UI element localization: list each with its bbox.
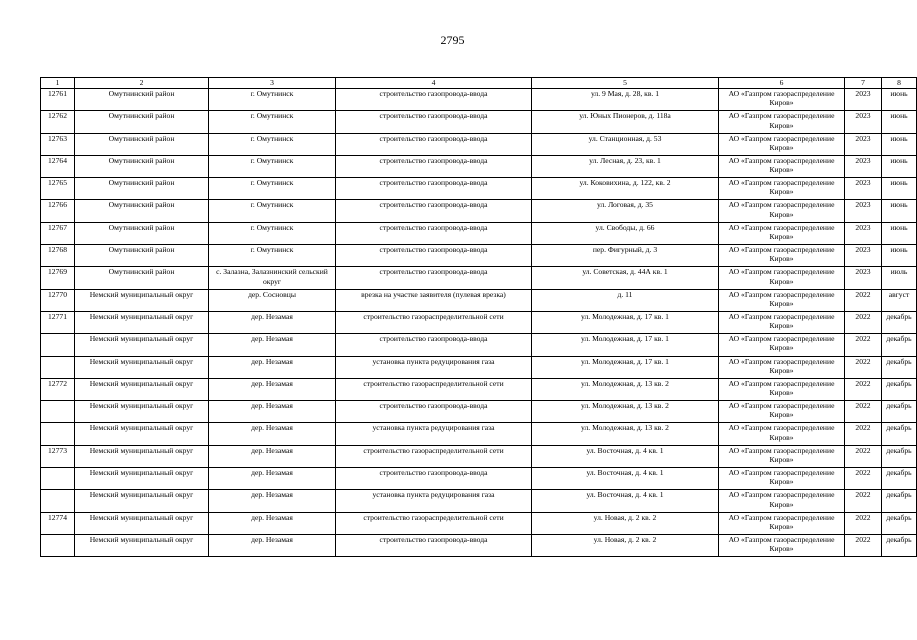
table-row — [41, 267, 917, 289]
work-type-cell: строительство газопровода-ввода — [336, 155, 532, 177]
work-type-cell: установка пункта редуцирования газа — [336, 356, 532, 378]
year-cell: 2023 — [845, 267, 882, 289]
district-cell: Омутнинский район — [75, 245, 209, 267]
year-cell: 2023 — [845, 245, 882, 267]
month-cell: декабрь — [882, 378, 917, 400]
district-cell: Омутнинский район — [75, 178, 209, 200]
month-cell: июнь — [882, 89, 917, 111]
settlement-cell: дер. Незамая — [209, 445, 336, 467]
year-cell: 2022 — [845, 401, 882, 423]
month-cell: декабрь — [882, 401, 917, 423]
record-number-cell — [41, 468, 75, 490]
settlement-cell: г. Омутнинск — [209, 245, 336, 267]
year-cell: 2022 — [845, 445, 882, 467]
table-row — [41, 423, 917, 445]
table-row — [41, 311, 917, 333]
organization-cell: АО «Газпром газораспределение Киров» — [719, 155, 845, 177]
table-row — [41, 222, 917, 244]
record-number-cell: 12764 — [41, 155, 75, 177]
address-cell: ул. Молодежная, д. 13 кв. 2 — [532, 401, 719, 423]
district-cell: Омутнинский район — [75, 222, 209, 244]
record-number-cell: 12771 — [41, 311, 75, 333]
district-cell: Немский муниципальный округ — [75, 512, 209, 534]
district-cell: Омутнинский район — [75, 200, 209, 222]
organization-cell: АО «Газпром газораспределение Киров» — [719, 245, 845, 267]
address-cell: ул. Лесная, д. 23, кв. 1 — [532, 155, 719, 177]
column-number: 4 — [336, 78, 532, 89]
organization-cell: АО «Газпром газораспределение Киров» — [719, 468, 845, 490]
table-row — [41, 401, 917, 423]
month-cell: декабрь — [882, 445, 917, 467]
record-number-cell: 12766 — [41, 200, 75, 222]
settlement-cell: с. Залазна, Залазнинский сельский округ — [209, 267, 336, 289]
year-cell: 2022 — [845, 423, 882, 445]
month-cell: декабрь — [882, 490, 917, 512]
column-number: 7 — [845, 78, 882, 89]
settlement-cell: дер. Незамая — [209, 534, 336, 556]
work-type-cell: строительство газопровода-ввода — [336, 133, 532, 155]
organization-cell: АО «Газпром газораспределение Киров» — [719, 490, 845, 512]
organization-cell: АО «Газпром газораспределение Киров» — [719, 200, 845, 222]
year-cell: 2023 — [845, 178, 882, 200]
organization-cell: АО «Газпром газораспределение Киров» — [719, 89, 845, 111]
address-cell: ул. Молодежная, д. 13 кв. 2 — [532, 378, 719, 400]
year-cell: 2022 — [845, 311, 882, 333]
settlement-cell: дер. Незамая — [209, 490, 336, 512]
month-cell: декабрь — [882, 423, 917, 445]
column-number: 1 — [41, 78, 75, 89]
settlement-cell: дер. Незамая — [209, 401, 336, 423]
table-row — [41, 378, 917, 400]
district-cell: Омутнинский район — [75, 89, 209, 111]
settlement-cell: дер. Незамая — [209, 334, 336, 356]
district-cell: Немский муниципальный округ — [75, 356, 209, 378]
table-row — [41, 133, 917, 155]
work-type-cell: строительство газопровода-ввода — [336, 200, 532, 222]
month-cell: декабрь — [882, 334, 917, 356]
address-cell: ул. Юных Пионеров, д. 118а — [532, 111, 719, 133]
settlement-cell: г. Омутнинск — [209, 133, 336, 155]
month-cell: декабрь — [882, 311, 917, 333]
settlement-cell: дер. Незамая — [209, 512, 336, 534]
organization-cell: АО «Газпром газораспределение Киров» — [719, 423, 845, 445]
address-cell: ул. Молодежная, д. 13 кв. 2 — [532, 423, 719, 445]
table-row — [41, 200, 917, 222]
settlement-cell: г. Омутнинск — [209, 178, 336, 200]
year-cell: 2022 — [845, 289, 882, 311]
work-type-cell: строительство газопровода-ввода — [336, 111, 532, 133]
work-type-cell: строительство газораспределительной сети — [336, 512, 532, 534]
table-row — [41, 334, 917, 356]
organization-cell: АО «Газпром газораспределение Киров» — [719, 311, 845, 333]
district-cell: Немский муниципальный округ — [75, 445, 209, 467]
column-number: 2 — [75, 78, 209, 89]
record-number-cell: 12768 — [41, 245, 75, 267]
page-number: 2795 — [440, 33, 465, 47]
year-cell: 2022 — [845, 490, 882, 512]
address-cell: д. 11 — [532, 289, 719, 311]
address-cell: ул. Логовая, д. 35 — [532, 200, 719, 222]
district-cell: Немский муниципальный округ — [75, 468, 209, 490]
district-cell: Немский муниципальный округ — [75, 534, 209, 556]
address-cell: ул. Новая, д. 2 кв. 2 — [532, 512, 719, 534]
work-type-cell: строительство газопровода-ввода — [336, 89, 532, 111]
district-cell: Омутнинский район — [75, 133, 209, 155]
district-cell: Немский муниципальный округ — [75, 378, 209, 400]
settlement-cell: дер. Незамая — [209, 378, 336, 400]
organization-cell: АО «Газпром газораспределение Киров» — [719, 378, 845, 400]
column-number-row — [41, 78, 917, 89]
work-type-cell: строительство газопровода-ввода — [336, 178, 532, 200]
work-type-cell: строительство газопровода-ввода — [336, 468, 532, 490]
table-row — [41, 178, 917, 200]
work-type-cell: строительство газопровода-ввода — [336, 401, 532, 423]
year-cell: 2023 — [845, 111, 882, 133]
settlement-cell: г. Омутнинск — [209, 111, 336, 133]
address-cell: ул. Молодежная, д. 17 кв. 1 — [532, 356, 719, 378]
organization-cell: АО «Газпром газораспределение Киров» — [719, 512, 845, 534]
address-cell: ул. Советская, д. 44А кв. 1 — [532, 267, 719, 289]
address-cell: ул. Коковихина, д. 122, кв. 2 — [532, 178, 719, 200]
year-cell: 2022 — [845, 378, 882, 400]
district-cell: Немский муниципальный округ — [75, 423, 209, 445]
year-cell: 2022 — [845, 468, 882, 490]
organization-cell: АО «Газпром газораспределение Киров» — [719, 534, 845, 556]
month-cell: июнь — [882, 245, 917, 267]
record-number-cell — [41, 423, 75, 445]
settlement-cell: г. Омутнинск — [209, 222, 336, 244]
record-number-cell — [41, 490, 75, 512]
table-row — [41, 534, 917, 556]
month-cell: декабрь — [882, 534, 917, 556]
work-type-cell: врезка на участке заявителя (пулевая врезка) — [336, 289, 532, 311]
month-cell: декабрь — [882, 512, 917, 534]
record-number-cell — [41, 356, 75, 378]
month-cell: декабрь — [882, 468, 917, 490]
month-cell: июнь — [882, 111, 917, 133]
address-cell: ул. Новая, д. 2 кв. 2 — [532, 534, 719, 556]
address-cell: ул. Молодежная, д. 17 кв. 1 — [532, 311, 719, 333]
organization-cell: АО «Газпром газораспределение Киров» — [719, 111, 845, 133]
work-type-cell: строительство газопровода-ввода — [336, 534, 532, 556]
district-cell: Немский муниципальный округ — [75, 289, 209, 311]
settlement-cell: дер. Незамая — [209, 423, 336, 445]
table-row — [41, 512, 917, 534]
address-cell: ул. Станционная, д. 53 — [532, 133, 719, 155]
month-cell: июнь — [882, 133, 917, 155]
district-cell: Омутнинский район — [75, 267, 209, 289]
work-type-cell: строительство газораспределительной сети — [336, 311, 532, 333]
work-type-cell: установка пункта редуцирования газа — [336, 423, 532, 445]
work-type-cell: строительство газопровода-ввода — [336, 245, 532, 267]
record-number-cell: 12767 — [41, 222, 75, 244]
settlement-cell: г. Омутнинск — [209, 200, 336, 222]
district-cell: Омутнинский район — [75, 111, 209, 133]
table-row — [41, 445, 917, 467]
work-type-cell: строительство газопровода-ввода — [336, 222, 532, 244]
address-cell: ул. 9 Мая, д. 28, кв. 1 — [532, 89, 719, 111]
record-number-cell: 12774 — [41, 512, 75, 534]
gas-connection-table — [40, 77, 917, 557]
year-cell: 2022 — [845, 534, 882, 556]
table-row — [41, 89, 917, 111]
table-row — [41, 155, 917, 177]
district-cell: Немский муниципальный округ — [75, 334, 209, 356]
settlement-cell: дер. Незамая — [209, 311, 336, 333]
work-type-cell: строительство газораспределительной сети — [336, 378, 532, 400]
district-cell: Омутнинский район — [75, 155, 209, 177]
month-cell: август — [882, 289, 917, 311]
settlement-cell: г. Омутнинск — [209, 89, 336, 111]
settlement-cell: г. Омутнинск — [209, 155, 336, 177]
record-number-cell: 12772 — [41, 378, 75, 400]
address-cell: пер. Фигурный, д. 3 — [532, 245, 719, 267]
work-type-cell: строительство газораспределительной сети — [336, 445, 532, 467]
record-number-cell: 12773 — [41, 445, 75, 467]
table-row — [41, 468, 917, 490]
table-row — [41, 289, 917, 311]
address-cell: ул. Молодежная, д. 17 кв. 1 — [532, 334, 719, 356]
column-number: 8 — [882, 78, 917, 89]
column-number: 5 — [532, 78, 719, 89]
organization-cell: АО «Газпром газораспределение Киров» — [719, 178, 845, 200]
address-cell: ул. Восточная, д. 4 кв. 1 — [532, 445, 719, 467]
column-number: 3 — [209, 78, 336, 89]
year-cell: 2023 — [845, 222, 882, 244]
address-cell: ул. Свободы, д. 66 — [532, 222, 719, 244]
year-cell: 2023 — [845, 155, 882, 177]
record-number-cell — [41, 534, 75, 556]
record-number-cell: 12762 — [41, 111, 75, 133]
month-cell: июнь — [882, 200, 917, 222]
work-type-cell: установка пункта редуцирования газа — [336, 490, 532, 512]
organization-cell: АО «Газпром газораспределение Киров» — [719, 356, 845, 378]
organization-cell: АО «Газпром газораспределение Киров» — [719, 222, 845, 244]
settlement-cell: дер. Незамая — [209, 468, 336, 490]
settlement-cell: дер. Сосновцы — [209, 289, 336, 311]
year-cell: 2023 — [845, 200, 882, 222]
organization-cell: АО «Газпром газораспределение Киров» — [719, 289, 845, 311]
work-type-cell: строительство газопровода-ввода — [336, 334, 532, 356]
month-cell: июль — [882, 267, 917, 289]
month-cell: июнь — [882, 178, 917, 200]
table-row — [41, 490, 917, 512]
month-cell: декабрь — [882, 356, 917, 378]
record-number-cell — [41, 334, 75, 356]
table-row — [41, 356, 917, 378]
year-cell: 2022 — [845, 512, 882, 534]
organization-cell: АО «Газпром газораспределение Киров» — [719, 401, 845, 423]
year-cell: 2022 — [845, 334, 882, 356]
district-cell: Немский муниципальный округ — [75, 311, 209, 333]
address-cell: ул. Восточная, д. 4 кв. 1 — [532, 490, 719, 512]
month-cell: июнь — [882, 155, 917, 177]
record-number-cell: 12761 — [41, 89, 75, 111]
table-row — [41, 111, 917, 133]
record-number-cell: 12763 — [41, 133, 75, 155]
organization-cell: АО «Газпром газораспределение Киров» — [719, 267, 845, 289]
organization-cell: АО «Газпром газораспределение Киров» — [719, 445, 845, 467]
district-cell: Немский муниципальный округ — [75, 401, 209, 423]
table-header — [41, 78, 917, 89]
work-type-cell: строительство газопровода-ввода — [336, 267, 532, 289]
organization-cell: АО «Газпром газораспределение Киров» — [719, 334, 845, 356]
organization-cell: АО «Газпром газораспределение Киров» — [719, 133, 845, 155]
record-number-cell: 12770 — [41, 289, 75, 311]
settlement-cell: дер. Незамая — [209, 356, 336, 378]
column-number: 6 — [719, 78, 845, 89]
record-number-cell: 12769 — [41, 267, 75, 289]
year-cell: 2023 — [845, 133, 882, 155]
district-cell: Немский муниципальный округ — [75, 490, 209, 512]
address-cell: ул. Восточная, д. 4 кв. 1 — [532, 468, 719, 490]
table-body — [41, 89, 917, 557]
year-cell: 2022 — [845, 356, 882, 378]
record-number-cell: 12765 — [41, 178, 75, 200]
table-row — [41, 245, 917, 267]
month-cell: июнь — [882, 222, 917, 244]
year-cell: 2023 — [845, 89, 882, 111]
record-number-cell — [41, 401, 75, 423]
